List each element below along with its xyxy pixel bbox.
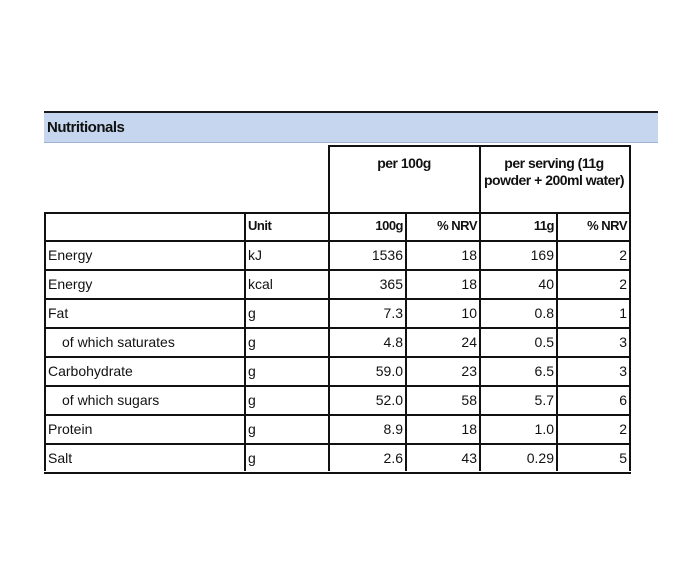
- value-per-serving: 0.29: [526, 450, 554, 466]
- nutrient-name: Carbohydrate: [48, 363, 133, 379]
- col-header-100g: 100g: [375, 218, 403, 233]
- value-per-100g: 365: [379, 276, 403, 292]
- nutrient-name: Protein: [48, 421, 93, 437]
- nutrient-unit: kJ: [248, 247, 262, 263]
- nutrient-name: Salt: [48, 450, 73, 466]
- group-header-per100: per 100g: [377, 155, 431, 171]
- group-right-line: [629, 145, 631, 471]
- section-title: Nutritionals: [47, 119, 125, 136]
- nrv-per-100g: 24: [461, 334, 477, 350]
- value-per-100g: 8.9: [383, 421, 403, 437]
- nrv-per-serving: 1: [619, 305, 627, 321]
- col-header-unit: Unit: [248, 218, 272, 233]
- row-divider: [44, 472, 631, 474]
- nrv-per-100g: 43: [461, 450, 477, 466]
- value-per-serving: 169: [530, 247, 554, 263]
- nrv-per-100g: 18: [461, 276, 477, 292]
- nrv-per-serving: 3: [619, 363, 627, 379]
- col-header-nrv-100g: % NRV: [437, 218, 477, 233]
- nrv-per-100g: 10: [461, 305, 477, 321]
- nutrient-unit: g: [248, 450, 256, 466]
- nutrient-unit: g: [248, 421, 256, 437]
- value-per-serving: 0.8: [534, 305, 554, 321]
- nutrient-unit: g: [248, 363, 256, 379]
- nrv-per-100g: 58: [461, 392, 477, 408]
- value-per-100g: 4.8: [383, 334, 403, 350]
- nrv-per-serving: 2: [619, 421, 627, 437]
- nutrient-name: Fat: [48, 305, 69, 321]
- col-header-nrv-11g: % NRV: [587, 218, 627, 233]
- nrv-per-100g: 18: [461, 421, 477, 437]
- value-per-100g: 2.6: [383, 450, 403, 466]
- nrv-per-100g: 18: [461, 247, 477, 263]
- value-per-serving: 6.5: [534, 363, 554, 379]
- nrv-per-serving: 5: [619, 450, 627, 466]
- nutrient-name: of which sugars: [62, 392, 160, 408]
- nrv-per-serving: 2: [619, 276, 627, 292]
- nrv-per-serving: 6: [619, 392, 627, 408]
- value-per-serving: 5.7: [534, 392, 554, 408]
- value-per-100g: 1536: [371, 247, 403, 263]
- nutrient-unit: g: [248, 334, 256, 350]
- nutrient-unit: g: [248, 392, 256, 408]
- group-header-per-serving: per serving (11g powder + 200ml water): [483, 155, 625, 188]
- value-per-serving: 0.5: [534, 334, 554, 350]
- nrv-per-serving: 2: [619, 247, 627, 263]
- section-header: [44, 111, 658, 143]
- nutrient-name: of which saturates: [62, 334, 175, 350]
- nutrient-unit: kcal: [248, 276, 273, 292]
- nrv-per-serving: 3: [619, 334, 627, 350]
- nutrient-name: Energy: [48, 276, 93, 292]
- value-per-100g: 59.0: [375, 363, 403, 379]
- value-per-100g: 52.0: [375, 392, 403, 408]
- nrv-per-100g: 23: [461, 363, 477, 379]
- value-per-100g: 7.3: [383, 305, 403, 321]
- col-header-11g: 11g: [533, 218, 554, 233]
- value-per-serving: 1.0: [534, 421, 554, 437]
- nutrient-unit: g: [248, 305, 256, 321]
- nutrient-name: Energy: [48, 247, 93, 263]
- value-per-serving: 40: [538, 276, 554, 292]
